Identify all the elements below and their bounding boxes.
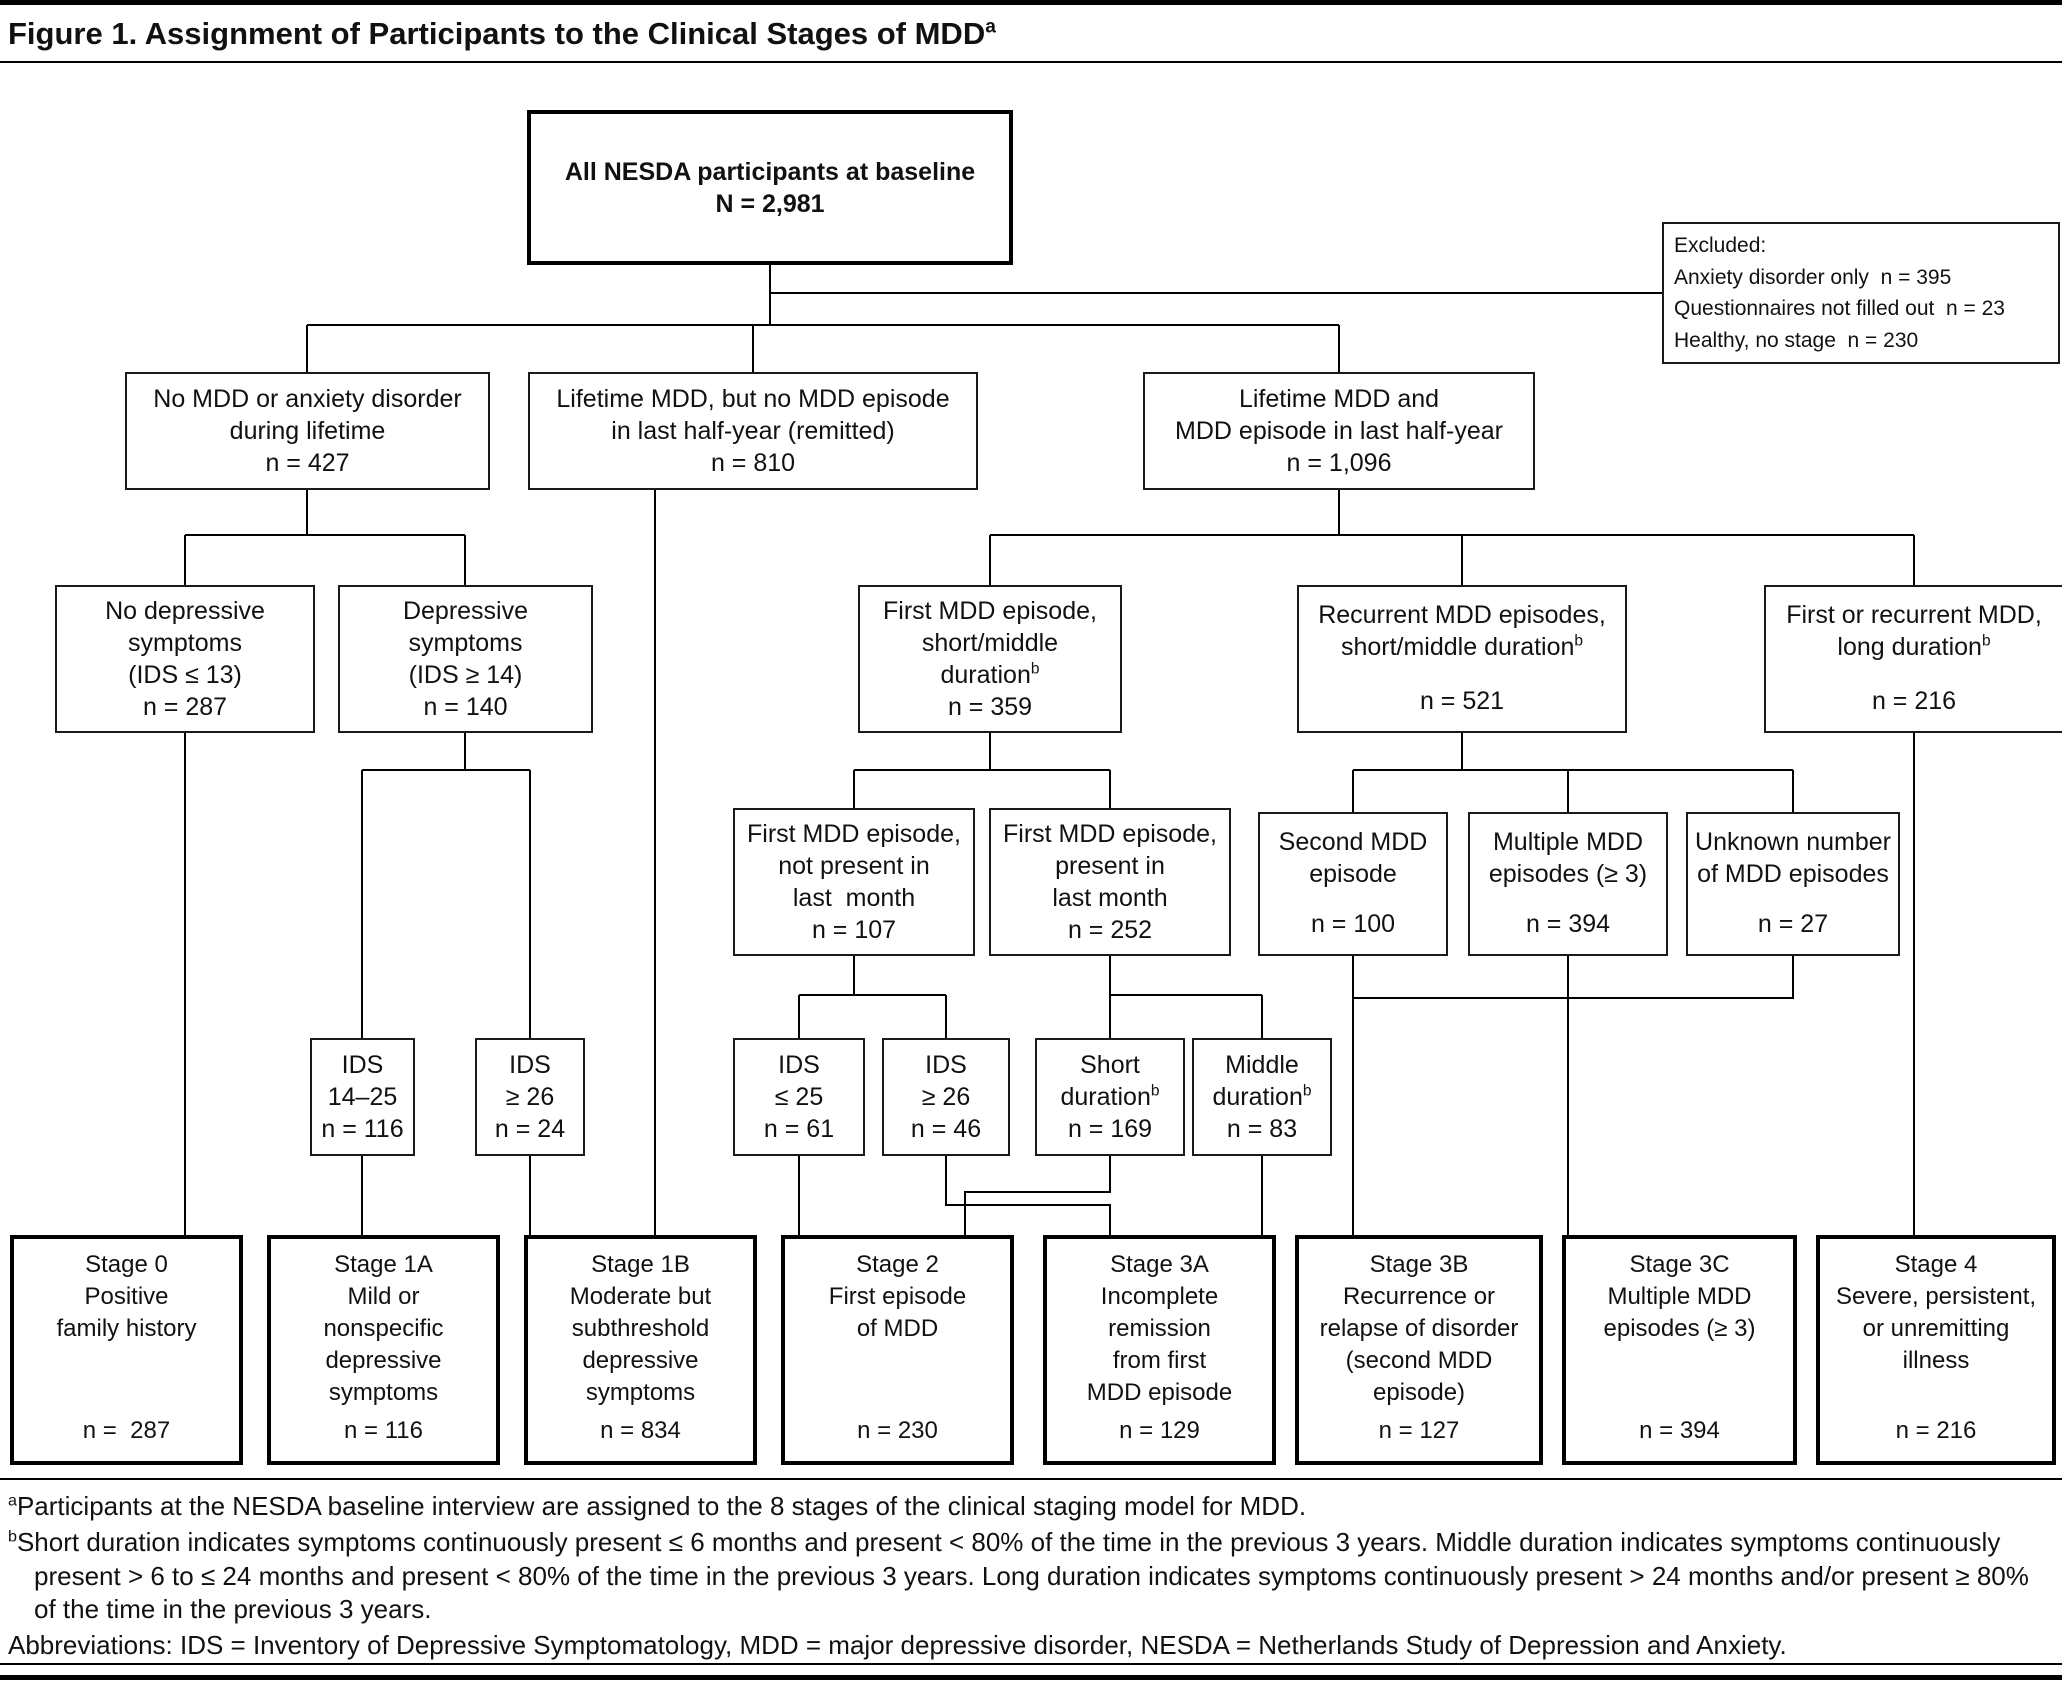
stage-title: Stage 2 <box>856 1251 939 1278</box>
text-line <box>1213 1081 1312 1113</box>
stage-title: Stage 3B <box>1369 1251 1469 1278</box>
text-line: Depressive <box>402 597 529 625</box>
count-label: n = 24 <box>494 1115 566 1143</box>
node-text <box>1489 826 1647 890</box>
text-line: of MDD episodes <box>1697 860 1889 888</box>
text-line: Unknown number <box>1695 828 1891 856</box>
text-line: depressive <box>582 1346 699 1374</box>
superscript-a: a <box>8 1491 17 1510</box>
stage-3b-box <box>1295 1235 1543 1465</box>
text-line: Positive <box>84 1282 169 1310</box>
text-line: (IDS ≤ 13) <box>128 661 242 689</box>
count-label: n = 287 <box>142 693 228 721</box>
node-lifetime-mdd <box>1143 372 1535 490</box>
text-line: Lifetime MDD and <box>1238 385 1440 413</box>
text-line: present in <box>1055 852 1165 880</box>
stage-text <box>1604 1249 1756 1345</box>
text-line: short/middle duration <box>1340 633 1575 661</box>
count-label: n = 287 <box>82 1417 171 1445</box>
text-line: Questionnaires not filled out n = 23 <box>1674 297 2005 320</box>
node-ids-le-25 <box>733 1038 865 1156</box>
connector <box>990 490 1914 585</box>
stage-text <box>1320 1249 1519 1409</box>
stage-text <box>570 1249 711 1409</box>
text-line: First or recurrent MDD, <box>1786 601 2042 629</box>
text-line: ≥ 26 <box>921 1083 971 1111</box>
node-ids-14-25 <box>310 1038 415 1156</box>
count-label: n = 127 <box>1378 1417 1460 1445</box>
text-line: Anxiety disorder only n = 395 <box>1674 265 1952 289</box>
text-line: duration <box>1060 1083 1151 1111</box>
text-line: last month <box>792 884 916 912</box>
text-line: short/middle <box>921 629 1059 657</box>
count-label: n = 100 <box>1310 910 1396 938</box>
text-line: or unremitting <box>1862 1314 2010 1342</box>
count-label: n = 27 <box>1757 910 1829 938</box>
footnote-b-text: Short duration indicates symptoms continuously present ≤ 6 months and present < 80% of the time in the previous 3 years. Middle duration indicates symptoms continuously present > 6 to ≤ 24 months and present < 80% of the time in the previous 3 years. Long duration indicates symptoms continuously present > 24 months and/or present ≥ 80% of the time in the previous 3 years. <box>16 1526 2029 1625</box>
node-root <box>527 110 1013 265</box>
text-line: episodes (≥ 3) <box>1488 860 1648 888</box>
text-line: (IDS ≥ 14) <box>408 661 523 689</box>
stage-title: Stage 3C <box>1629 1251 1730 1278</box>
footnote-abbreviations <box>8 1629 2054 1663</box>
stage-4-box <box>1816 1235 2056 1465</box>
text-line: remission <box>1108 1314 1211 1342</box>
node-no-depressive-symptoms <box>55 585 315 733</box>
text-line: of MDD <box>856 1314 939 1342</box>
count-label: n = 810 <box>710 449 796 477</box>
count-label: n = 46 <box>910 1115 982 1143</box>
node-first-episode-present <box>989 808 1231 956</box>
count-label: n = 359 <box>947 693 1033 721</box>
stage-title: Stage 1A <box>334 1251 433 1278</box>
superscript-b: b <box>1030 660 1040 678</box>
text-line <box>941 659 1040 691</box>
superscript-b: b <box>1150 1082 1160 1100</box>
count-label: n = 107 <box>811 916 897 944</box>
text-line: episode) <box>1372 1378 1466 1406</box>
superscript-a: a <box>985 16 996 38</box>
text-line: Moderate but <box>569 1282 712 1310</box>
count-label: n = 116 <box>344 1417 423 1445</box>
connector <box>307 265 1662 372</box>
connector <box>854 733 1110 808</box>
node-middle-duration <box>1192 1038 1332 1156</box>
text-line: Mild or <box>347 1282 420 1310</box>
text-line: episodes (≥ 3) <box>1603 1314 1756 1342</box>
connector <box>1110 956 1262 1038</box>
node-remitted <box>528 372 978 490</box>
text-line: duration <box>1212 1083 1303 1111</box>
text-line: episode <box>1309 860 1397 888</box>
node-short-duration <box>1035 1038 1185 1156</box>
node-depressive-symptoms <box>338 585 593 733</box>
text-line: Recurrent MDD episodes, <box>1318 601 1606 629</box>
count-label: n = 521 <box>1419 687 1505 715</box>
node-no-mdd <box>125 372 490 490</box>
stage-text <box>829 1249 966 1345</box>
text-line: Multiple MDD <box>1607 1282 1752 1310</box>
text-line: (second MDD <box>1345 1346 1493 1374</box>
text-line: 14–25 <box>327 1083 398 1111</box>
text-line: during lifetime <box>229 417 386 445</box>
node-text <box>1279 826 1428 890</box>
stage-title: Stage 3A <box>1110 1251 1209 1278</box>
connector <box>1353 733 1793 812</box>
count-label: N = 2,981 <box>715 189 825 218</box>
count-label: n = 394 <box>1525 910 1611 938</box>
connector <box>362 733 530 1038</box>
count-label: n = 61 <box>763 1115 835 1143</box>
text-line: Severe, persistent, <box>1835 1282 2037 1310</box>
footnotes <box>0 1478 2062 1665</box>
count-label: n = 83 <box>1226 1115 1298 1143</box>
stage-1b-box <box>524 1235 757 1465</box>
node-excluded <box>1662 222 2060 364</box>
count-label: n = 216 <box>1871 687 1957 715</box>
node-second-mdd-episode <box>1258 812 1448 956</box>
text-line: relapse of disorder <box>1319 1314 1519 1342</box>
stage-3a-box <box>1043 1235 1276 1465</box>
text-line: depressive <box>325 1346 442 1374</box>
stage-title: Stage 1B <box>591 1251 690 1278</box>
text-line: Incomplete <box>1100 1282 1219 1310</box>
node-first-episode-short-middle <box>858 585 1122 733</box>
text-line: Second MDD <box>1278 828 1428 856</box>
text-line: First episode <box>828 1282 967 1310</box>
node-ids-ge-26-right <box>882 1038 1010 1156</box>
stage-title: Stage 0 <box>85 1251 168 1278</box>
node-multiple-mdd-episodes <box>1468 812 1668 956</box>
text-line: symptoms <box>408 629 523 657</box>
bottom-rule-thin <box>0 1663 2062 1665</box>
stage-text <box>56 1249 196 1345</box>
abbreviations-text: Abbreviations: IDS = Inventory of Depressive Symptomatology, MDD = major depressive disorder, NESDA = Netherlands Study of Depression and Anxiety. <box>8 1630 1787 1661</box>
count-label: n = 169 <box>1067 1115 1153 1143</box>
text-line: Short <box>1080 1051 1140 1079</box>
text-line: last month <box>1052 884 1168 912</box>
text-line: nonspecific <box>323 1314 444 1342</box>
text-line: IDS <box>925 1051 967 1079</box>
text-line: Excluded: <box>1674 234 1767 257</box>
text-line: subthreshold <box>571 1314 710 1342</box>
count-label: n = 216 <box>1895 1417 1977 1445</box>
superscript-b: b <box>8 1527 17 1546</box>
text-line: Healthy, no stage n = 230 <box>1674 328 1919 352</box>
text-line: ≤ 25 <box>774 1083 824 1111</box>
stage-text <box>323 1249 443 1409</box>
figure-title-text: Figure 1. Assignment of Participants to the Clinical Stages of MDD <box>8 16 986 51</box>
text-line: illness <box>1902 1346 1970 1374</box>
node-text <box>1695 826 1891 890</box>
node-recurrent-short-middle <box>1297 585 1627 733</box>
stage-1a-box <box>267 1235 500 1465</box>
text-line: MDD episode in last half-year <box>1175 417 1503 445</box>
node-first-or-recurrent-long <box>1764 585 2062 733</box>
superscript-b: b <box>1981 632 1991 650</box>
stage-0-box <box>10 1235 243 1465</box>
connector <box>799 956 946 1038</box>
text-line: No depressive <box>105 597 265 625</box>
text-line: duration <box>940 661 1031 689</box>
count-label: n = 252 <box>1067 916 1153 944</box>
connector <box>185 490 465 585</box>
text-line: long duration <box>1837 633 1982 661</box>
bottom-rule-thick <box>0 1675 2062 1680</box>
node-text <box>1318 599 1606 663</box>
stage-text <box>1836 1249 2036 1377</box>
text-line: All NESDA participants at baseline <box>564 157 976 186</box>
stage-3c-box <box>1562 1235 1797 1465</box>
text-line: symptoms <box>585 1378 696 1406</box>
text-line: symptoms <box>328 1378 439 1406</box>
text-line: not present in <box>778 852 930 880</box>
text-line: Recurrence or <box>1342 1282 1496 1310</box>
stage-2-box <box>781 1235 1014 1465</box>
stage-title: Stage 4 <box>1894 1251 1978 1278</box>
footnote-a-text: Participants at the NESDA baseline interview are assigned to the 8 stages of the clinical staging model for MDD. <box>16 1491 1307 1521</box>
footnote-b <box>8 1526 2054 1627</box>
text-line <box>1786 631 2042 663</box>
text-line: family history <box>56 1314 197 1342</box>
node-first-episode-not-present <box>733 808 975 956</box>
text-line: MDD episode <box>1086 1378 1233 1406</box>
text-line: First MDD episode, <box>747 820 961 848</box>
node-text <box>1786 599 2042 663</box>
text-line: Multiple MDD <box>1492 828 1644 856</box>
count-label: n = 427 <box>265 449 350 477</box>
count-label: n = 394 <box>1639 1417 1720 1445</box>
count-label: n = 834 <box>600 1417 681 1445</box>
text-line: in last half-year (remitted) <box>611 417 895 445</box>
text-line <box>1061 1081 1160 1113</box>
superscript-b: b <box>1302 1082 1312 1100</box>
text-line: IDS <box>778 1051 820 1079</box>
text-line: Middle <box>1225 1051 1299 1079</box>
text-line: ≥ 26 <box>505 1083 555 1111</box>
text-line: IDS <box>509 1051 551 1079</box>
text-line: First MDD episode, <box>1003 820 1217 848</box>
superscript-b: b <box>1574 632 1584 650</box>
text-line <box>1318 631 1606 663</box>
text-line: from first <box>1112 1346 1207 1374</box>
connector <box>946 1156 1110 1235</box>
footnote-a <box>8 1490 2054 1524</box>
count-label: n = 140 <box>423 693 508 721</box>
connector <box>1353 956 1793 998</box>
connector <box>965 1156 1110 1235</box>
node-unknown-mdd-episodes <box>1686 812 1900 956</box>
text-line: Lifetime MDD, but no MDD episode <box>556 385 950 413</box>
count-label: n = 230 <box>857 1417 938 1445</box>
count-label: n = 116 <box>321 1115 404 1143</box>
stage-text <box>1087 1249 1232 1409</box>
text-line: No MDD or anxiety disorder <box>153 385 462 413</box>
text-line: symptoms <box>128 629 242 657</box>
text-line: First MDD episode, <box>883 597 1097 625</box>
text-line: IDS <box>341 1051 384 1079</box>
count-label: n = 1,096 <box>1286 449 1392 477</box>
node-ids-ge-26-left <box>475 1038 585 1156</box>
count-label: n = 129 <box>1119 1417 1200 1445</box>
